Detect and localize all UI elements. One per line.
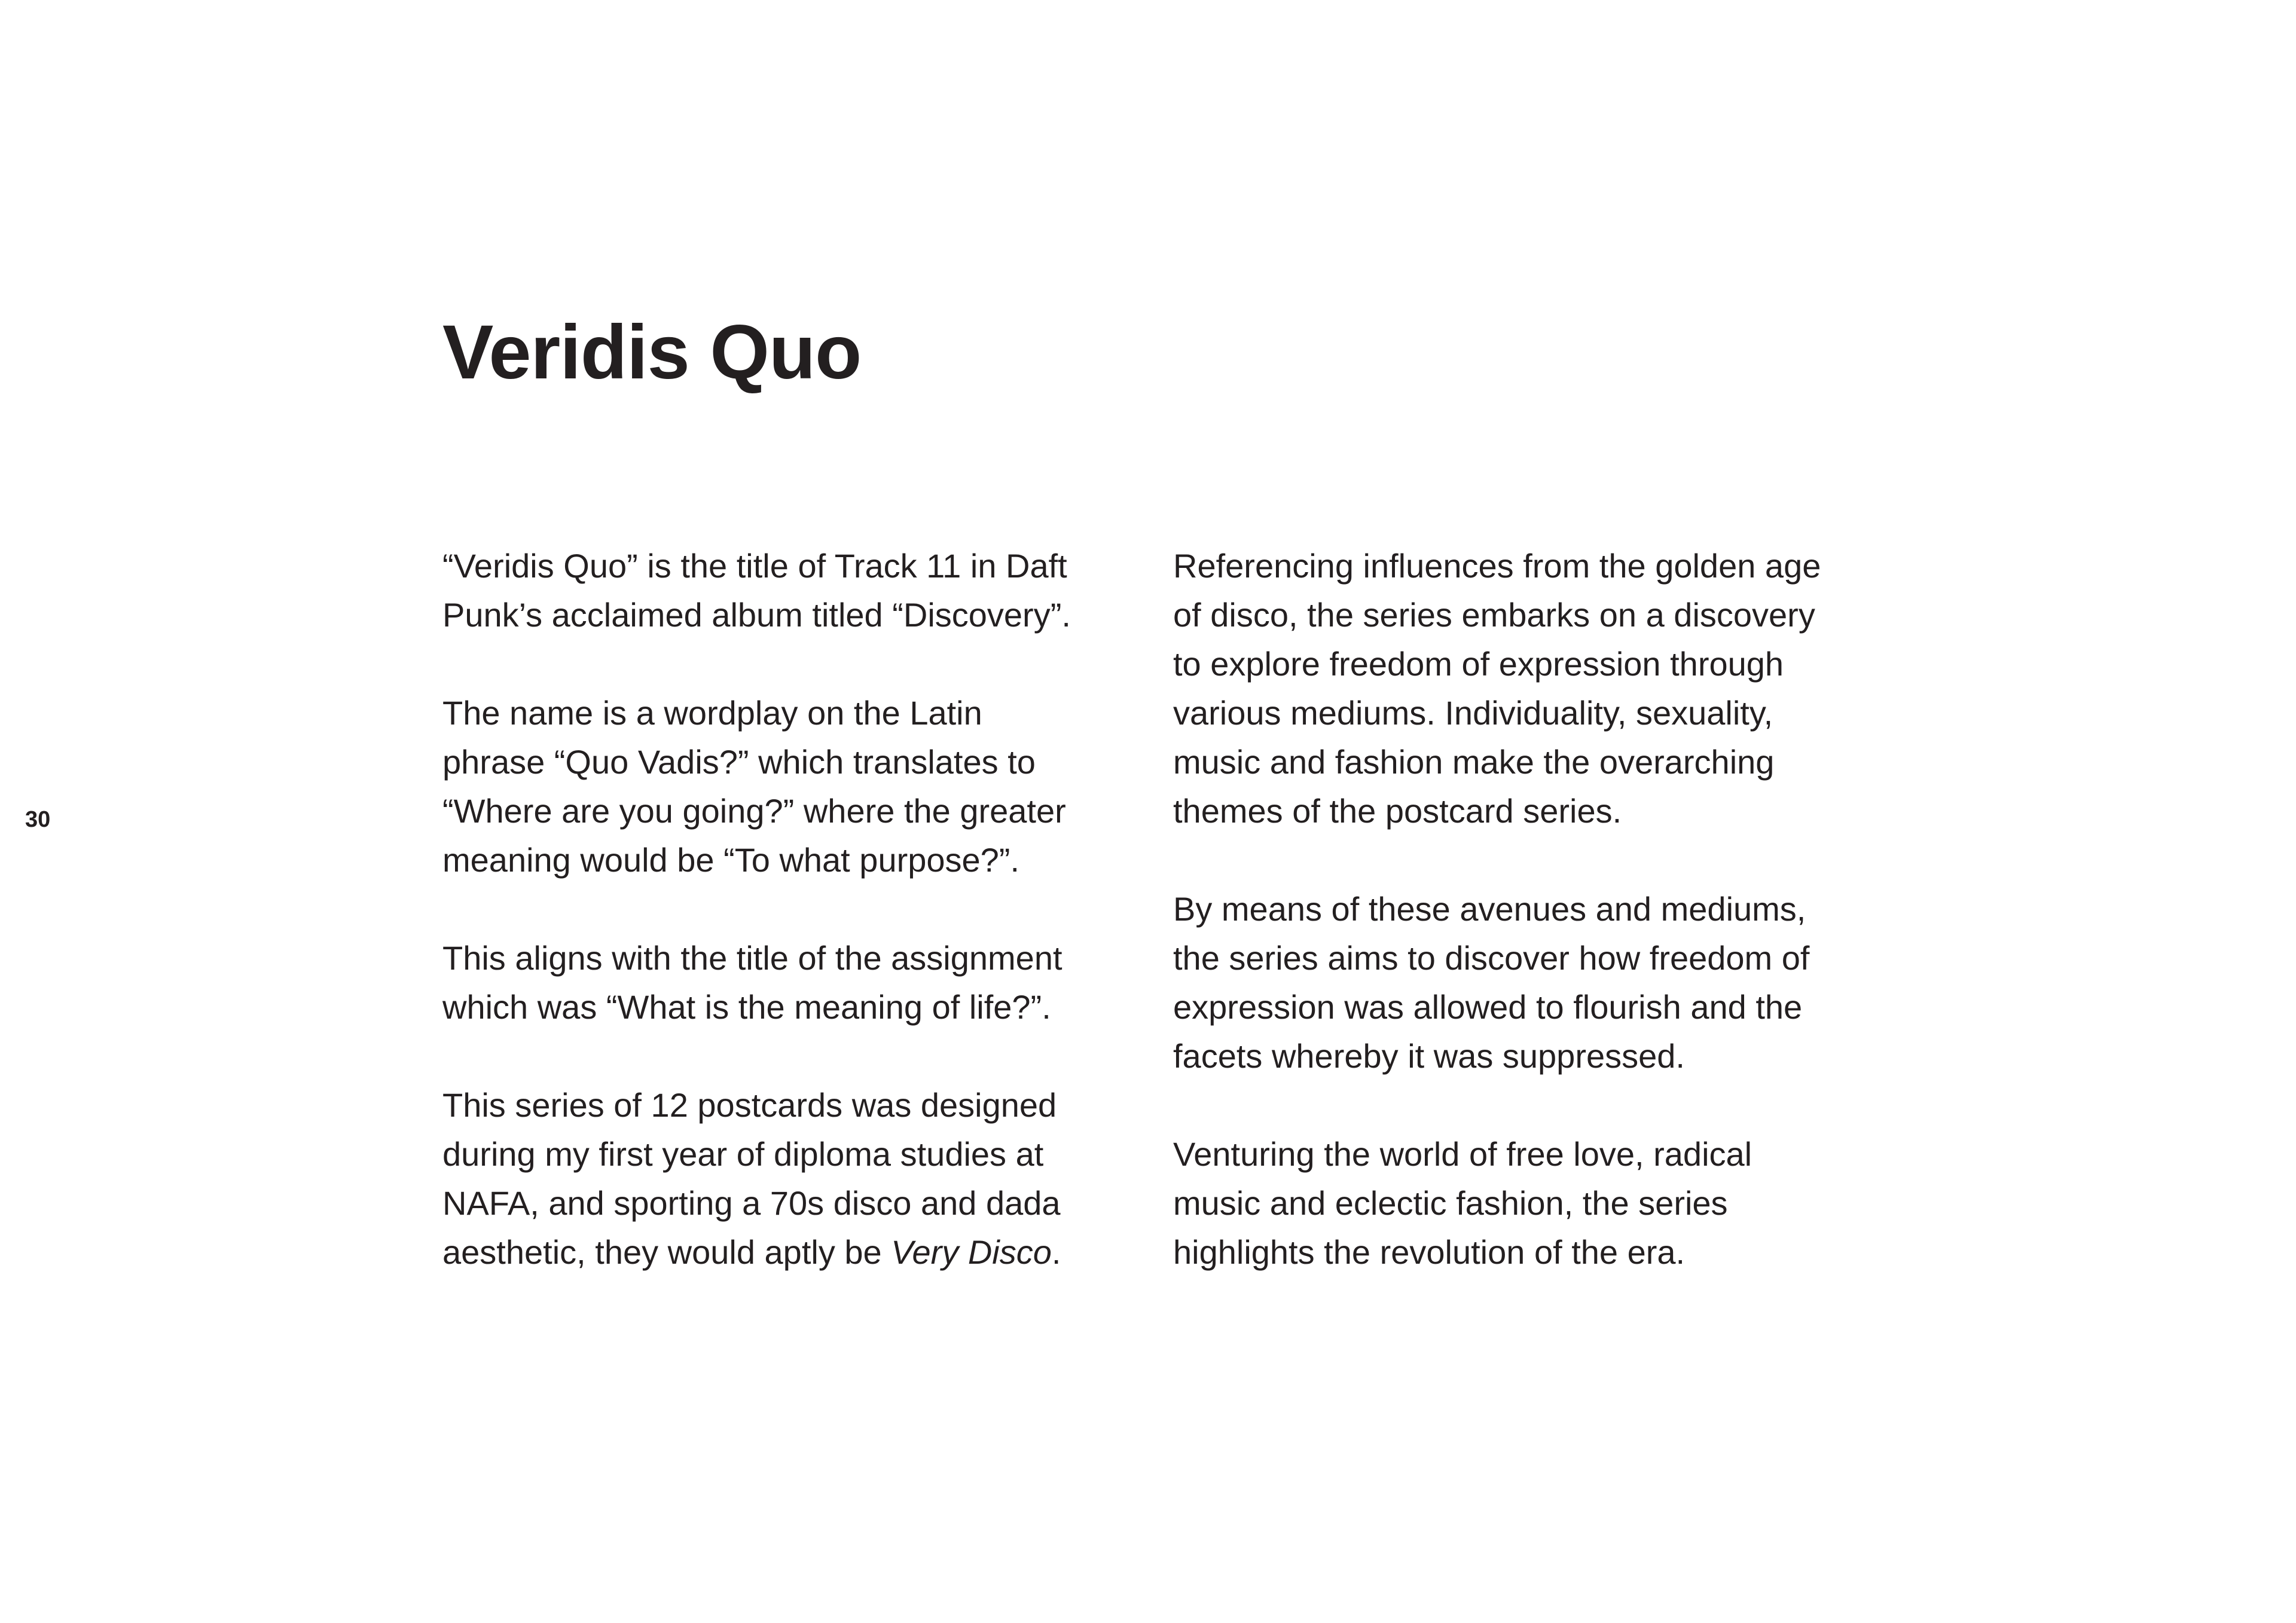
text-line: phrase “Quo Vadis?” which translates to: [442, 743, 1036, 781]
page-number: 30: [25, 807, 51, 832]
text-line: Referencing influences from the golden age: [1173, 547, 1821, 585]
page-title: Veridis Quo: [442, 310, 862, 395]
text-line: Punk’s acclaimed album titled “Discovery”.: [442, 596, 1071, 634]
text-line: themes of the postcard series.: [1173, 792, 1622, 830]
text-line: “Where are you going?” where the greater: [442, 792, 1066, 830]
text-line: during my first year of diploma studies at: [442, 1135, 1044, 1173]
text-line: facets whereby it was suppressed.: [1173, 1037, 1685, 1075]
text-line: music and fashion make the overarching: [1173, 743, 1775, 781]
text-line: of disco, the series embarks on a discovery: [1173, 596, 1815, 634]
text-line: This series of 12 postcards was designed: [442, 1086, 1057, 1124]
assignment-paragraph: [442, 934, 1136, 1032]
text-line: “Veridis Quo” is the title of Track 11 in Daft: [442, 547, 1067, 585]
text-line: various mediums. Individuality, sexuality,: [1173, 694, 1773, 732]
text-line: The name is a wordplay on the Latin: [442, 694, 982, 732]
text-line: to explore freedom of expression through: [1173, 645, 1784, 683]
text-line: NAFA, and sporting a 70s disco and dada: [442, 1184, 1061, 1222]
text-line: music and eclectic fashion, the series: [1173, 1184, 1728, 1222]
intro-paragraph: [442, 542, 1136, 640]
emphasis-text: Very Disco: [891, 1233, 1052, 1271]
text-line-suffix: .: [1051, 1233, 1061, 1271]
text-line-prefix: aesthetic, they would aptly be: [442, 1233, 891, 1271]
avenues-paragraph: [1173, 885, 1909, 1081]
text-line: highlights the revolution of the era.: [1173, 1233, 1686, 1271]
text-line: Venturing the world of free love, radical: [1173, 1135, 1752, 1173]
postcards-paragraph: [442, 1081, 1136, 1277]
text-line: meaning would be “To what purpose?”.: [442, 841, 1020, 879]
text-line: [442, 1228, 1136, 1277]
text-line: This aligns with the title of the assignment: [442, 939, 1062, 977]
influences-paragraph: [1173, 542, 1909, 836]
text-line: which was “What is the meaning of life?”.: [442, 988, 1051, 1026]
text-line: expression was allowed to flourish and the: [1173, 988, 1803, 1026]
left-text-column: [442, 542, 1136, 1277]
text-line: the series aims to discover how freedom of: [1173, 939, 1810, 977]
right-text-column: [1173, 542, 1909, 1277]
revolution-paragraph: [1173, 1130, 1909, 1277]
text-line: By means of these avenues and mediums,: [1173, 890, 1806, 928]
wordplay-paragraph: [442, 689, 1136, 885]
